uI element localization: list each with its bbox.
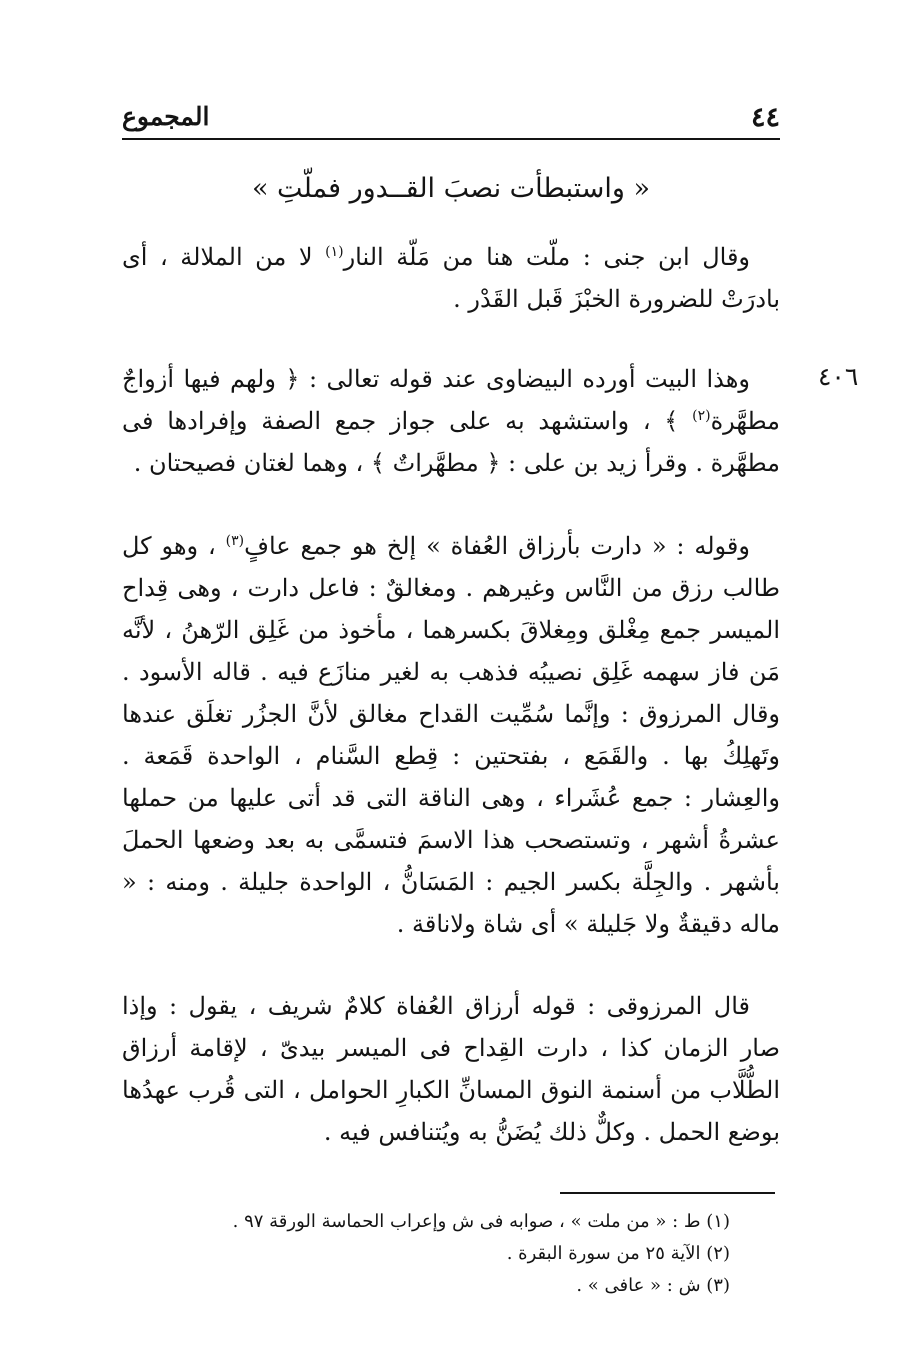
footnote-2: (٢) الآية ٢٥ من سورة البقرة . xyxy=(506,1243,730,1264)
footnote-divider xyxy=(560,1192,775,1194)
paragraph-3 xyxy=(122,525,780,945)
running-title: المجموع xyxy=(122,102,210,131)
margin-number: ٤٠٦ xyxy=(818,362,859,391)
paragraph-text: وهذا البيت أورده البيضاوى عند قوله تعالى : ﴿ ولهم فيها أزواجٌ مطهَّرة$^{(٢)}$ ﴾ ، واستشهد به على جواز جمع الصفة وإفرادها فى مطهَّرة . وقرأ زيد بن على : ﴿ مطهَّراتٌ ﴾ ، وهما لغتان فصيحتان . xyxy=(122,365,780,477)
paragraph-text: وقال ابن جنى : ملّت هنا من مَلّة النار$^{(١)}$ لا من الملالة ، أى بادرَتْ للضرورة الخبْزَ قَبل القَدْر . xyxy=(122,243,780,313)
footnote-1: (١) ط : « من ملت » ، صوابه فى ش وإعراب الحماسة الورقة ٩٧ . xyxy=(232,1211,730,1232)
footnotes xyxy=(122,1206,730,1302)
page-number: ٤٤ xyxy=(750,102,780,133)
paragraph-text: وقوله : « دارت بأرزاق العُفاة » إلخ هو جمع عافٍ$^{(٣)}$ ، وهو كل طالب رزق من النَّاس وغيرهم . ومغالقٌ : فاعل دارت ، وهى قِداح الميسر جمع مِغْلق ومِغلاقَ بكسرهما ، مأخوذ من غَلِق الرّهنُ ، لأنَّه مَن فاز سهمه غَلِق نصيبُه فذهب به لغير منازَع فيه . قاله الأسود . وقال المرزوق : وإنَّما سُمِّيت القداح مغالق لأنَّ الجزُر تغلَق عندها وتَهلِكُ بها . والقَمَع ، بفتحتين : قِطع السَّنام ، الواحدة قَمَعة . والعِشار : جمع عُشَراء ، وهى الناقة التى قد أتى عليها من حملها عشرةُ أشهر ، وتستصحب هذا الاسمَ فتسمَّى به بعد وضعها الحملَ بأشهر . والجِلَّة بكسر الجيم : المَسَانُّ ، الواحدة جليلة . ومنه : « ماله دقيقةٌ ولا جَليلة » أى شاة ولاناقة . xyxy=(122,532,780,938)
paragraph-4 xyxy=(122,985,780,1153)
paragraph-text: قال المرزوقى : قوله أرزاق العُفاة كلامٌ شريف ، يقول : وإذا صار الزمان كذا ، دارت القِداح فى الميسر بيدىّ ، لإقامة أرزاق الطُّلَّاب من أسنمة النوق المسانِّ الكبارِ الحوامل ، التى قُرب عهدُها بوضع الحمل . وكلٌّ ذلك يُضَنُّ به ويُتنافس فيه . xyxy=(122,992,780,1146)
footnote-marker: (٢) xyxy=(692,408,711,424)
paragraph-1 xyxy=(122,236,780,320)
footnote-marker: (١) xyxy=(325,244,344,260)
page-header xyxy=(122,98,780,138)
footnote-3: (٣) ش : « عافى » . xyxy=(576,1275,730,1296)
paragraph-2 xyxy=(122,358,780,484)
footnote-marker: (٣) xyxy=(225,533,245,549)
verse-line: « واستبطأت نصبَ القــدور فملّتِ » xyxy=(251,173,651,204)
header-divider xyxy=(122,138,780,140)
